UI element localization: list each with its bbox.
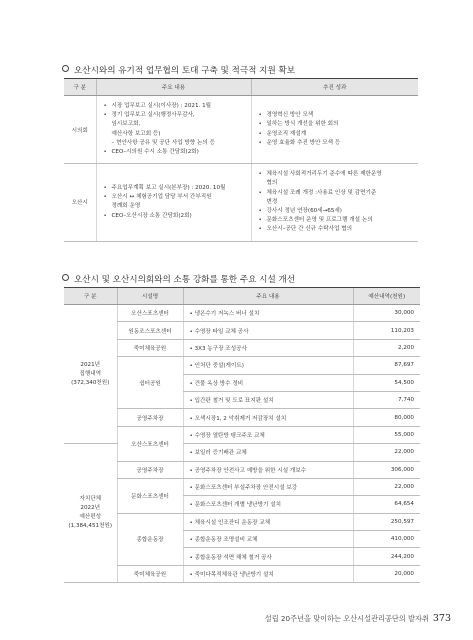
header-facility: 시설명 (117, 288, 183, 305)
facility-name: 죽미체육공원 (117, 339, 183, 356)
circle-bullet-icon (62, 65, 69, 72)
list-item: • 체육시설 조례 개정 :사용료 인상 및 감면기준 (258, 189, 419, 198)
table-header-row (64, 288, 420, 305)
facility-name: 오산스포츠센터 (117, 305, 183, 322)
section2-title: 오산시 및 오산시의회와의 소통 강화를 통한 주요 시설 개선 (62, 273, 295, 285)
section2-table (64, 287, 420, 583)
facility-name: 공영주차장 (117, 409, 183, 426)
content-list (103, 184, 251, 221)
item-text: • 3X3 농구장 조성공사 (183, 339, 353, 356)
amount-value: 7,740 (353, 391, 420, 408)
table-row (64, 322, 420, 339)
list-item: • 체육시설 사회적거리두기 준수에 따른 제한운영 (258, 170, 419, 179)
facility-name: 공영주차장 (117, 461, 183, 478)
page-footer (265, 613, 451, 624)
list-item: 협의 (266, 180, 278, 187)
item-text: • 수영장 타일 교체 공사 (183, 322, 353, 339)
list-item: 임시보고회, (111, 121, 141, 128)
row-content (96, 96, 251, 164)
amount-value: 22,000 (353, 444, 420, 461)
list-item: • 오산시–공단 간 신규 수탁사업 협의 (258, 225, 419, 234)
item-text: • 죽미다목적체육관 냉난방기 설치 (183, 565, 353, 582)
list-item: • 경영혁신 방안 모색 (258, 111, 419, 120)
list-item: 변경 (266, 198, 278, 205)
table-header-row (64, 79, 418, 96)
item-text: • 문화스포츠센터 부설주차장 안전시설 보강 (183, 478, 353, 495)
item-text: • 입간판 철거 및 도로 표지판 설치 (183, 391, 353, 408)
table-row (64, 478, 420, 495)
item-text: • 공영주차장 안전사고 예방을 위한 시설 개보수 (183, 461, 353, 478)
table-row (64, 339, 420, 356)
footer-text: 설립 20주년을 맞이하는 오산시설관리공단의 발자취 (264, 614, 429, 623)
amount-value: 244,200 (353, 548, 420, 565)
page-number: 373 (432, 613, 451, 624)
amount-value: 2,200 (353, 339, 420, 356)
facility-name: 원동조스포츠센터 (117, 322, 183, 339)
list-item: • 운영조직 재설계 (258, 130, 419, 139)
header-item: 주요 내용 (183, 288, 353, 305)
header-category: 구 분 (64, 79, 96, 96)
row-category: 시의회 (64, 96, 96, 164)
table-row (64, 357, 420, 374)
header-category: 구 분 (64, 288, 117, 305)
list-item: – 현안사항 공유 및 공단 사업 방향 논의 등 (111, 139, 215, 146)
amount-value: 110,203 (353, 322, 420, 339)
row-content (96, 164, 251, 241)
circle-bullet-icon (62, 274, 69, 281)
amount-value: 410,000 (353, 531, 420, 548)
amount-value: 87,697 (353, 357, 420, 374)
item-text: • 인처단 중설(게이트) (183, 357, 353, 374)
facility-name: 문화스포츠센터 (117, 478, 183, 513)
item-text: • 체육시설 인조잔디 운동장 교체 (183, 513, 353, 530)
group-label: 2021년 집행내역 (372,340천원) (64, 305, 117, 444)
list-item: • 오산시 ↔ 체험공기업 담당 부서 간부직원 (103, 193, 251, 202)
list-item: • CEO–오산시장 소통 간담회(2회) (103, 212, 251, 221)
row-results (251, 96, 418, 164)
content-list (103, 102, 251, 157)
amount-value: 306,000 (353, 461, 420, 478)
item-text: • 수영장 열탄방 탱크주조 교체 (183, 426, 353, 443)
table-row (64, 565, 420, 582)
section1-title: 오산시와의 유기적 업무협의 토대 구축 및 적극적 지원 확보 (62, 64, 295, 76)
table-row (64, 96, 418, 164)
results-list (258, 170, 419, 234)
item-text: • 건물 옥상 방수 정비 (183, 374, 353, 391)
item-text: • 문화스포츠센터 개별 냉난방기 설치 (183, 496, 353, 513)
item-text: • 보일러 증기배관 교체 (183, 444, 353, 461)
amount-value: 20,000 (353, 565, 420, 582)
list-item: • 문화스포츠센터 운영 및 프로그램 개설 논의 (258, 216, 419, 225)
facility-name: 종합운동장 (117, 513, 183, 565)
list-item: 정례회 운영 (111, 203, 141, 210)
item-text: • 냉온수기 저녹스 버너 설치 (183, 305, 353, 322)
list-item: • CEO–시의원 수시 소통 간담회(2회) (103, 148, 251, 157)
header-content: 주요 내용 (96, 79, 251, 96)
row-results (251, 164, 418, 241)
facility-name: 죽미체육공원 (117, 565, 183, 582)
list-item: • 일하는 방식 개선을 위한 회의 (258, 120, 419, 129)
table-row (64, 409, 420, 426)
list-item: • 주요업무계획 보고 실시(본부장) : 2020. 10월 (103, 184, 251, 193)
section1-table (64, 78, 418, 242)
amount-value: 22,000 (353, 478, 420, 495)
header-amount: 예산내역(천원) (353, 288, 420, 305)
list-item: • 시장 업무보고 실시(이사장) : 2021. 1월 (103, 102, 251, 111)
amount-value: 64,654 (353, 496, 420, 513)
table-row (64, 426, 420, 443)
list-item: • 강사시 정년 연장(60세→65세) (258, 207, 419, 216)
facility-name: 쉼터공원 (117, 357, 183, 409)
table-row (64, 305, 420, 322)
item-text: • 종합운동장 조명설비 교체 (183, 531, 353, 548)
item-text: • 종합운동장 석면 해체 철거 공사 (183, 548, 353, 565)
row-category: 오산시 (64, 164, 96, 241)
list-item: 예산사항 보고회 등) (111, 130, 161, 137)
list-item: • 정기 업무보고 실시(행정사무감사, (103, 111, 251, 120)
amount-value: 30,000 (353, 305, 420, 322)
amount-value: 55,000 (353, 426, 420, 443)
amount-value: 80,000 (353, 409, 420, 426)
group-label: 자치단체 2022년 예산편성 (1,384,451천원) (64, 444, 117, 583)
results-list (258, 111, 419, 148)
table-row (64, 513, 420, 530)
table-row (64, 164, 418, 241)
header-results: 추진 성과 (251, 79, 418, 96)
list-item: • 운영 효율화 추진 방안 모색 등 (258, 139, 419, 148)
facility-name: 오산스포츠센터 (117, 426, 183, 461)
item-text: • 오색시장1, 2 악취제거 저감장치 설치 (183, 409, 353, 426)
table-row (64, 461, 420, 478)
amount-value: 250,597 (353, 513, 420, 530)
amount-value: 54,500 (353, 374, 420, 391)
